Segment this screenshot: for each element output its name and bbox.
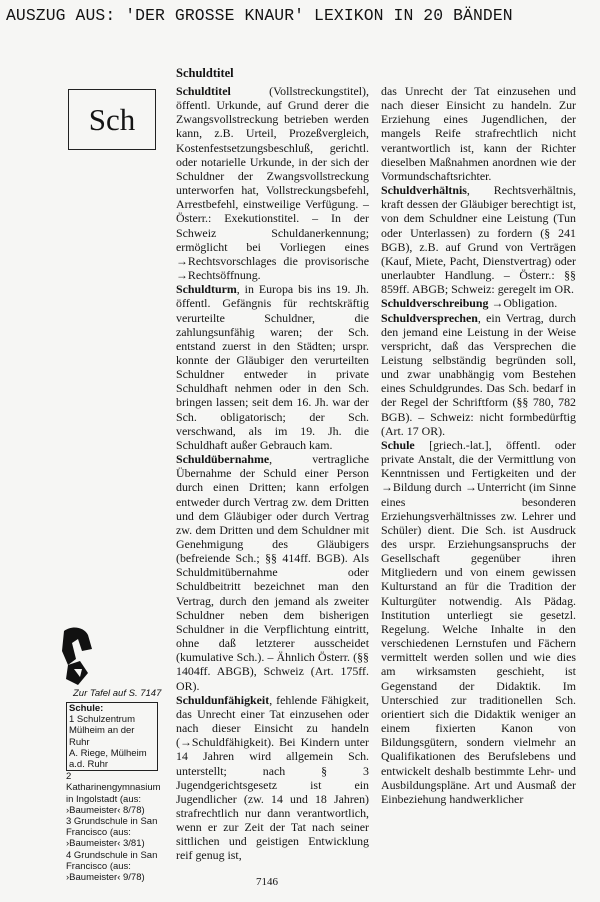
entry-text: , Rechtsverhältnis, kraft dessen der Gläubiger berechtigt ist, von dem Schuldner eine Leistung (Tun oder Unterlassen) zu fordern (§ 241 BGB), z.B. auf Grund von Verträgen (Kauf, Miete, Pacht, Dienstvertrag) oder unerlaubter Handlung. – Österr.: §§ 859ff. ABGB; Schweiz: geregelt im OR. xyxy=(381,183,576,297)
plate-reference: Zur Tafel auf S. 7147 xyxy=(73,688,162,699)
entry xyxy=(176,693,369,863)
page-header: AUSZUG AUS: 'DER GROSSE KNAUR' LEXIKON IN 20 BÄNDEN xyxy=(6,6,513,25)
caption-item: 4 Grundschule in San Francisco (aus: ›Baumeister‹ 9/78) xyxy=(66,849,158,884)
entry xyxy=(381,296,576,310)
entry xyxy=(176,84,369,282)
entry xyxy=(176,282,369,452)
section-letters: Sch xyxy=(88,101,136,137)
entry-text: , fehlende Fähigkeit, das Unrecht einer Tat einzusehen oder nach dieser Einsicht zu handeln (→Schuldfähigkeit). Bei Kindern unter 14 Jahren wird allgemein Sch. unterstellt; nach § 3 Jugendgerichtsgesetz ist ein Jugendlicher (zw. 14 und 18 Jahren) strafrechtlich nur dann verantwortlich, wenn er zur Zeit der Tat nach seiner sittlichen und geistigen Entwicklung reif genug ist, xyxy=(176,692,369,863)
entry xyxy=(381,311,576,438)
section-letter-box xyxy=(68,89,156,150)
entry xyxy=(176,452,369,693)
entry-text: , in Europa bis ins 19. Jh. öffentl. Gefängnis für rechtskräftig verurteilte Schuldner, die zahlungsunfähig waren; der Sch. entstand zuerst in den Städten; urspr. konnte der Gläubiger den verurteilten Schuldner entweder in private Schuldhaft nehmen oder in den Sch. bringen lassen; seit dem 16. Jh. war der Sch. obligatorisch; der Sch. verschwand, als im 19. Jh. die Schuldhaft außer Gebrauch kam. xyxy=(176,282,369,452)
entry-text: , vertragliche Übernahme der Schuld einer Person durch einen Dritten; kann erfolgen entweder durch Vertrag zw. dem Dritten und dem Gläubiger oder durch Vertrag zw. dem Dritten und dem Schuldner mit Genehmigung des Gläubigers (befreiende Sch.; §§ 414ff. BGB). Als Schuldmitübernahme oder Schuldbeitritt bezeichnet man den Vertrag, durch den jemand als zweiter Schuldner neben dem bisherigen Schuldner in die Verpflichtung eintritt, ohne daß letzterer ausscheidet (kumulative Sch.). – Ähnlich Österr. (§§ 1404ff. ABGB), Schweiz (Art. 175ff. OR). xyxy=(176,452,369,693)
caption-item: 3 Grundschule in San Francisco (aus: ›Baumeister‹ 3/81) xyxy=(66,816,158,850)
running-headword: Schuldtitel xyxy=(176,66,234,80)
entry-term: Schule xyxy=(381,437,415,452)
caption-item: 2 Katharinengymnasium in Ingolstadt (aus: ›Baumeister‹ 8/78) xyxy=(66,771,161,816)
entry-text: (Vollstreckungstitel), öffentl. Urkunde, auf Grund derer die Zwangsvollstreckung betrieben werden kann, z.B. Urteil, Prozeßvergleich, Kostenfestsetzungsbeschluß, gerichtl. oder notarielle Urkunde, in der sich der Schuldner der Zwangsvollstreckung unterworfen hat, Vollstreckungsbefehl, Arrestbefehl, einstweilige Verfügung. – Österr.: Exekutionstitel. – In der Schweiz Schuldanerkennung; ermöglicht bei Vorliegen eines →Rechtsvorschlages die provisorische →Rechtsöffnung. xyxy=(176,84,369,283)
entry xyxy=(381,438,576,806)
text-column-left xyxy=(176,84,369,863)
caption-item: 1 Schulzentrum Mülheim an der Ruhr xyxy=(69,714,136,748)
entry xyxy=(381,84,576,183)
entry-term: Schuldtitel xyxy=(176,84,231,98)
entry-text: →Obligation. xyxy=(488,296,558,311)
page-number: 7146 xyxy=(256,876,278,888)
caption-item: A. Riege, Mülheim a.d. Ruhr xyxy=(69,747,147,771)
caption-heading: Schule: xyxy=(69,703,104,714)
entry-term: Schuldversprechen xyxy=(381,310,478,325)
entry xyxy=(381,183,576,296)
entry-term: Schuldübernahme xyxy=(176,452,270,467)
caption-box xyxy=(66,702,158,771)
entry-text: , ein Vertrag, durch den jemand eine Leistung in der Weise verspricht, daß das Versprechen die Leistung selbständig begründen soll, und zwar unabhängig vom Bestehen eines Schuldgrundes. Das Sch. bedarf in der Regel der Schriftform (§§ 780, 782 BGB). – Schweiz: nicht formbedürftig (Art. 17 OR). xyxy=(381,310,576,438)
text-column-right xyxy=(381,84,576,806)
entry-term: Schuldverschreibung xyxy=(381,296,489,311)
entry-term: Schuldturm xyxy=(176,282,237,297)
sidebar-illustration xyxy=(58,625,96,687)
image-caption xyxy=(66,702,161,884)
entry-text: das Unrecht der Tat einzusehen und nach dieser Einsicht zu handeln. Zur Erziehung eines Jugendlichen, der mangels Reife strafrechtlich nicht verantwortlich ist, kann der Richter dieselben Maßnahmen anordnen wie der Vormundschaftsrichter. xyxy=(381,84,576,183)
entry-term: Schuldverhältnis xyxy=(381,183,467,198)
entry-text: [griech.-lat.], öffentl. oder private Anstalt, die der Vermittlung von Kenntnissen und Fertigkeiten und der →Bildung durch →Unterricht (im Sinne eines besonderen Erziehungsverhältnisses zw. Lehrer und Schüler) dient. Die Sch. ist Ausdruck des urspr. Erziehungsanspruchs der Gesellschaft gegenüber ihren Mitgliedern und von einem gewissen Kulturstand an für die Tradition der Kulturgüter notwendig. Als Pädag. Institution unterliegt sie gesetzl. Regelung. Welche Inhalte in den verschiedenen Lernstufen und Fächern vermittelt werden sollen und wie dies am wirksamsten geschieht, ist Gegenstand der Didaktik. Im Unterschied zur traditionellen Sch. orientiert sich die Didaktik weniger an einem fixierten Kanon von Bildungsgütern, sondern vielmehr an Qualifikationen des Berufslebens und entwickelt deshalb bestimmte Lehr- und Ausbildungspläne. Art und Ausmaß der Einbeziehung handwerklicher xyxy=(381,437,576,806)
entry-term: Schuldunfähigkeit xyxy=(176,692,270,707)
